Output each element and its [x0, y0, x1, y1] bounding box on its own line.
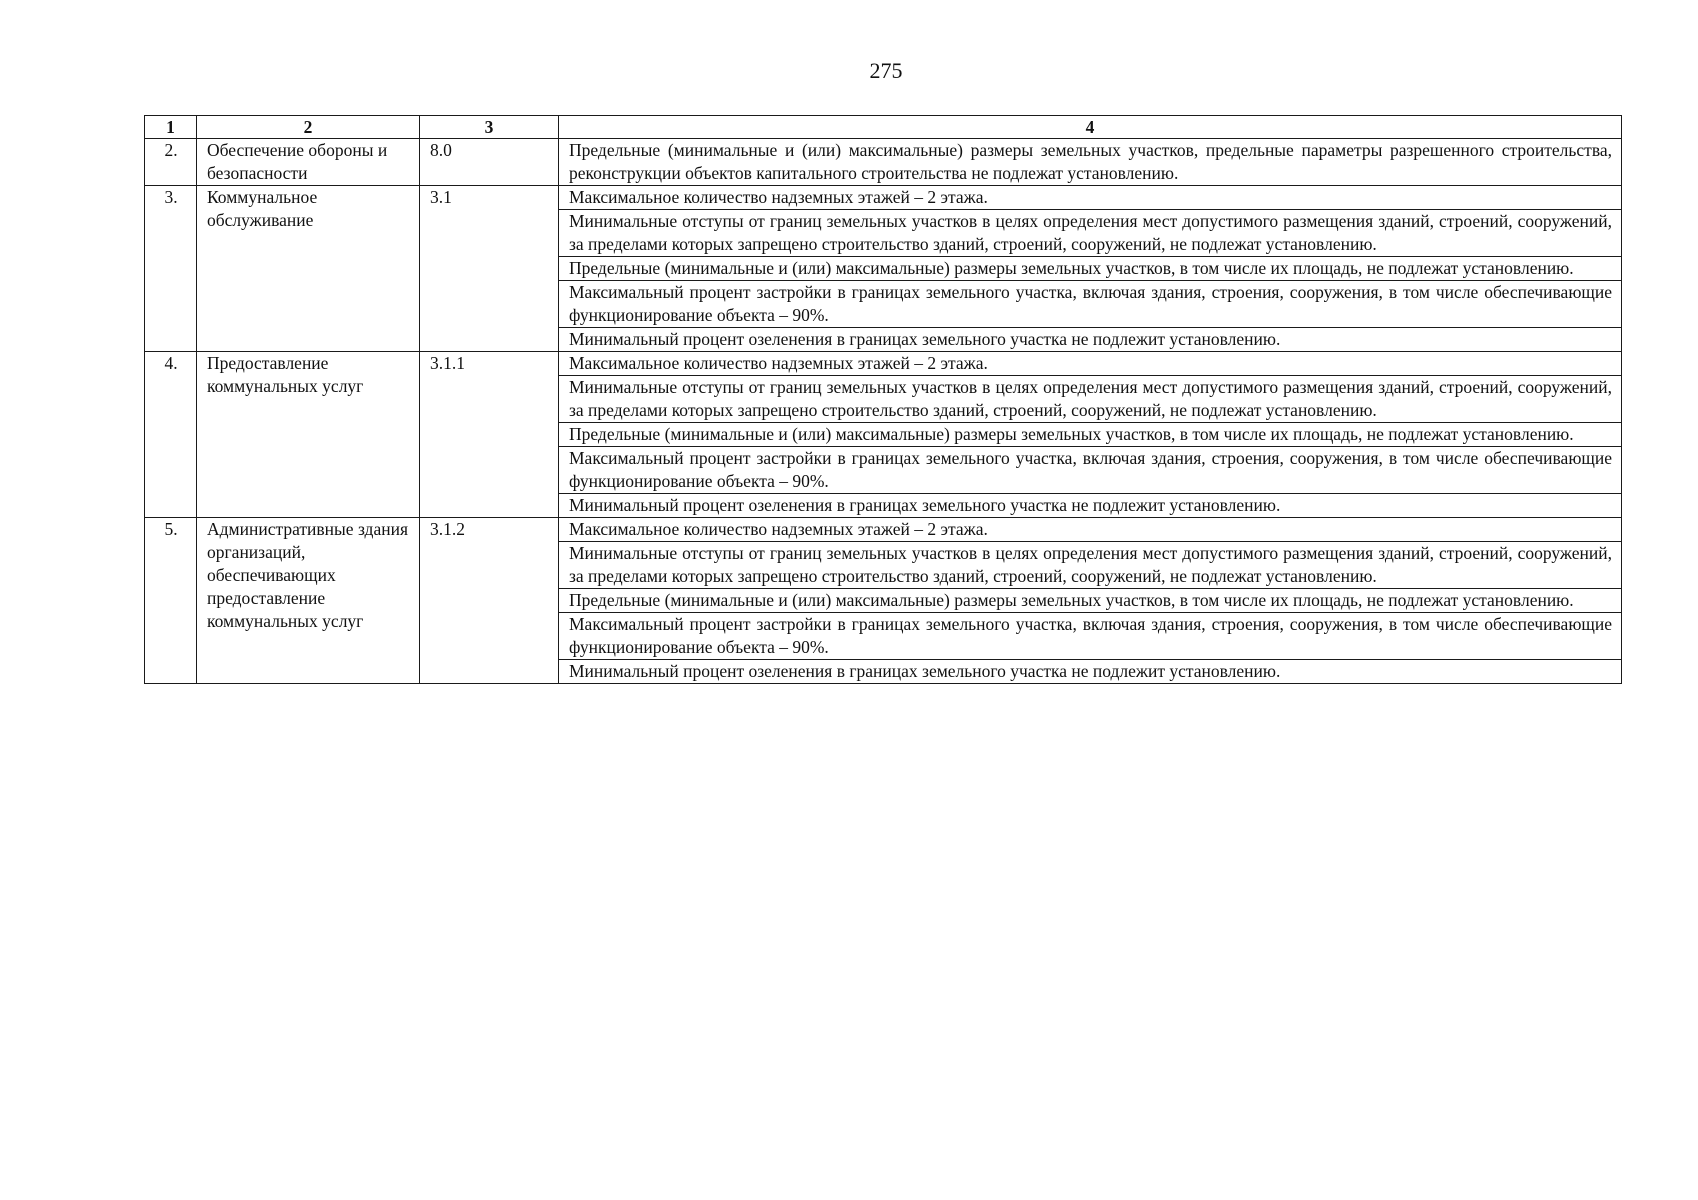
parameter-cell: Минимальные отступы от границ земельных участков в целях определения мест допустимого размещения зданий, строений, сооружений, за пределами которых запрещено строительство зданий, строений, сооружений, не подлежат установлению.: [559, 542, 1622, 589]
parameter-cell: Предельные (минимальные и (или) максимальные) размеры земельных участков, предельные параметры разрешенного строительства, реконструкции объектов капитального строительства не подлежат установлению.: [559, 139, 1622, 186]
column-header-1: 1: [145, 116, 197, 139]
land-use-code-cell: 8.0: [420, 139, 559, 186]
parameter-cell: Минимальные отступы от границ земельных участков в целях определения мест допустимого размещения зданий, строений, сооружений, за пределами которых запрещено строительство зданий, строений, сооружений, не подлежат установлению.: [559, 376, 1622, 423]
table-row: [145, 186, 1622, 210]
row-number-cell: 4.: [145, 352, 197, 518]
parameter-cell: Максимальный процент застройки в границах земельного участка, включая здания, строения, сооружения, в том числе обеспечивающие функционирование объекта – 90%.: [559, 613, 1622, 660]
parameter-cell: Минимальный процент озеленения в границах земельного участка не подлежит установлению.: [559, 328, 1622, 352]
table-body: [145, 139, 1622, 684]
parameter-cell: Максимальный процент застройки в границах земельного участка, включая здания, строения, сооружения, в том числе обеспечивающие функционирование объекта – 90%.: [559, 447, 1622, 494]
row-number-cell: 5.: [145, 518, 197, 684]
land-use-code-cell: 3.1.1: [420, 352, 559, 518]
table-row: [145, 139, 1622, 186]
page-number: 275: [869, 58, 903, 83]
row-number-cell: 2.: [145, 139, 197, 186]
parameter-cell: Максимальное количество надземных этажей – 2 этажа.: [559, 352, 1622, 376]
parameter-cell: Минимальный процент озеленения в границах земельного участка не подлежит установлению.: [559, 494, 1622, 518]
column-header-4: 4: [559, 116, 1622, 139]
regulations-table: [144, 115, 1622, 684]
table-row: [145, 352, 1622, 376]
land-use-code-cell: 3.1: [420, 186, 559, 352]
land-use-name-cell: Обеспечение обороны и безопасности: [197, 139, 420, 186]
land-use-name-cell: Административные здания организаций, обеспечивающих предоставление коммунальных услуг: [197, 518, 420, 684]
table-row: [145, 518, 1622, 542]
land-use-name-cell: Предоставление коммунальных услуг: [197, 352, 420, 518]
row-number-cell: 3.: [145, 186, 197, 352]
land-use-code-cell: 3.1.2: [420, 518, 559, 684]
parameter-cell: Максимальное количество надземных этажей – 2 этажа.: [559, 518, 1622, 542]
land-use-name-cell: Коммунальное обслуживание: [197, 186, 420, 352]
parameter-cell: Предельные (минимальные и (или) максимальные) размеры земельных участков, в том числе их площадь, не подлежат установлению.: [559, 423, 1622, 447]
table-header-row: [145, 116, 1622, 139]
parameter-cell: Максимальный процент застройки в границах земельного участка, включая здания, строения, сооружения, в том числе обеспечивающие функционирование объекта – 90%.: [559, 281, 1622, 328]
parameter-cell: Минимальные отступы от границ земельных участков в целях определения мест допустимого размещения зданий, строений, сооружений, за пределами которых запрещено строительство зданий, строений, сооружений, не подлежат установлению.: [559, 210, 1622, 257]
column-header-2: 2: [197, 116, 420, 139]
column-header-3: 3: [420, 116, 559, 139]
parameter-cell: Минимальный процент озеленения в границах земельного участка не подлежит установлению.: [559, 660, 1622, 684]
parameter-cell: Предельные (минимальные и (или) максимальные) размеры земельных участков, в том числе их площадь, не подлежат установлению.: [559, 589, 1622, 613]
parameter-cell: Максимальное количество надземных этажей – 2 этажа.: [559, 186, 1622, 210]
parameter-cell: Предельные (минимальные и (или) максимальные) размеры земельных участков, в том числе их площадь, не подлежат установлению.: [559, 257, 1622, 281]
